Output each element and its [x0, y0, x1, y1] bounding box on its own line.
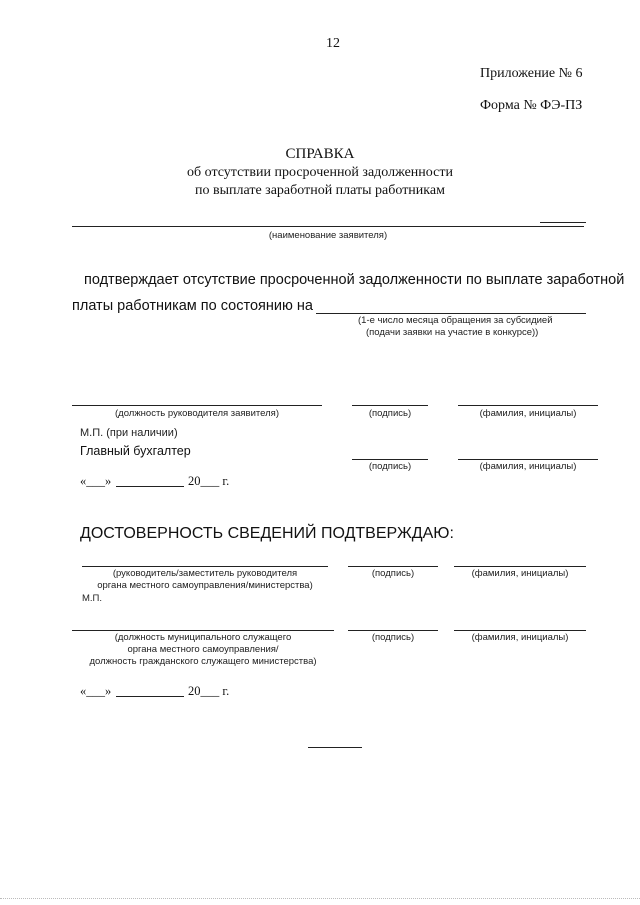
status-date-caption-line2: (подачи заявки на участие в конкурсе)) — [366, 327, 539, 338]
head-name-field[interactable] — [454, 566, 586, 567]
manager-signature-caption: (подпись) — [368, 408, 412, 419]
official-caption-line2: органа местного самоуправления/ — [127, 644, 279, 655]
confirmation-heading: ДОСТОВЕРНОСТЬ СВЕДЕНИЙ ПОДТВЕРЖДАЮ: — [80, 525, 454, 542]
head-caption-line2: органа местного самоуправления/министерства) — [97, 580, 313, 591]
official-signature-field[interactable] — [348, 630, 438, 631]
manager-name-field[interactable] — [458, 405, 598, 406]
official-signature-caption: (подпись) — [371, 632, 415, 643]
accountant-signature-field[interactable] — [352, 459, 428, 460]
head-signature-caption: (подпись) — [371, 568, 415, 579]
date-day-field[interactable]: «___» — [80, 474, 112, 488]
form-label: Форма № ФЭ-ПЗ — [480, 98, 583, 113]
appendix-label: Приложение № 6 — [480, 66, 583, 81]
document-title: СПРАВКА — [285, 146, 355, 162]
head-position-field[interactable] — [82, 566, 328, 567]
applicant-name-caption: (наименование заявителя) — [268, 230, 388, 241]
official-caption-line3: должность гражданского служащего министерства) — [89, 656, 317, 667]
end-rule — [308, 747, 362, 748]
official-name-field[interactable] — [454, 630, 586, 631]
applicant-name-field-tail — [540, 222, 586, 223]
document-subtitle-line2: по выплате заработной платы работникам — [195, 183, 445, 198]
official-caption-line1: (должность муниципального служащего — [114, 632, 292, 643]
status-date-caption-line1: (1-е число месяца обращения за субсидией — [358, 315, 553, 326]
head-caption-line1: (руководитель/заместитель руководителя — [112, 568, 298, 579]
head-name-caption: (фамилия, инициалы) — [471, 568, 569, 579]
date-month-field-2[interactable] — [116, 696, 184, 697]
chief-accountant-label: Главный бухгалтер — [80, 444, 191, 458]
accountant-name-caption: (фамилия, инициалы) — [479, 461, 577, 472]
document-subtitle-line1: об отсутствии просроченной задолженности — [187, 165, 453, 180]
accountant-name-field[interactable] — [458, 459, 598, 460]
stamp-label-2: М.П. — [82, 593, 103, 604]
date-day-field-2[interactable]: «___» — [80, 684, 112, 698]
confirm-text-line2: платы работникам по состоянию на — [72, 298, 313, 314]
manager-name-caption: (фамилия, инициалы) — [479, 408, 577, 419]
manager-position-caption: (должность руководителя заявителя) — [115, 408, 279, 419]
manager-position-field[interactable] — [72, 405, 322, 406]
date-year-field-2[interactable]: 20___ г. — [188, 684, 230, 698]
applicant-name-field[interactable] — [72, 226, 584, 227]
bottom-scan-edge — [0, 898, 640, 899]
status-date-field[interactable] — [316, 313, 586, 314]
page-number: 12 — [326, 36, 340, 51]
date-month-field[interactable] — [116, 486, 184, 487]
official-name-caption: (фамилия, инициалы) — [471, 632, 569, 643]
official-position-field[interactable] — [72, 630, 334, 631]
accountant-signature-caption: (подпись) — [368, 461, 412, 472]
date-year-field[interactable]: 20___ г. — [188, 474, 230, 488]
head-signature-field[interactable] — [348, 566, 438, 567]
confirm-text-line1: подтверждает отсутствие просроченной задолженности по выплате заработной — [84, 272, 625, 288]
manager-signature-field[interactable] — [352, 405, 428, 406]
stamp-label: М.П. (при наличии) — [80, 427, 178, 439]
